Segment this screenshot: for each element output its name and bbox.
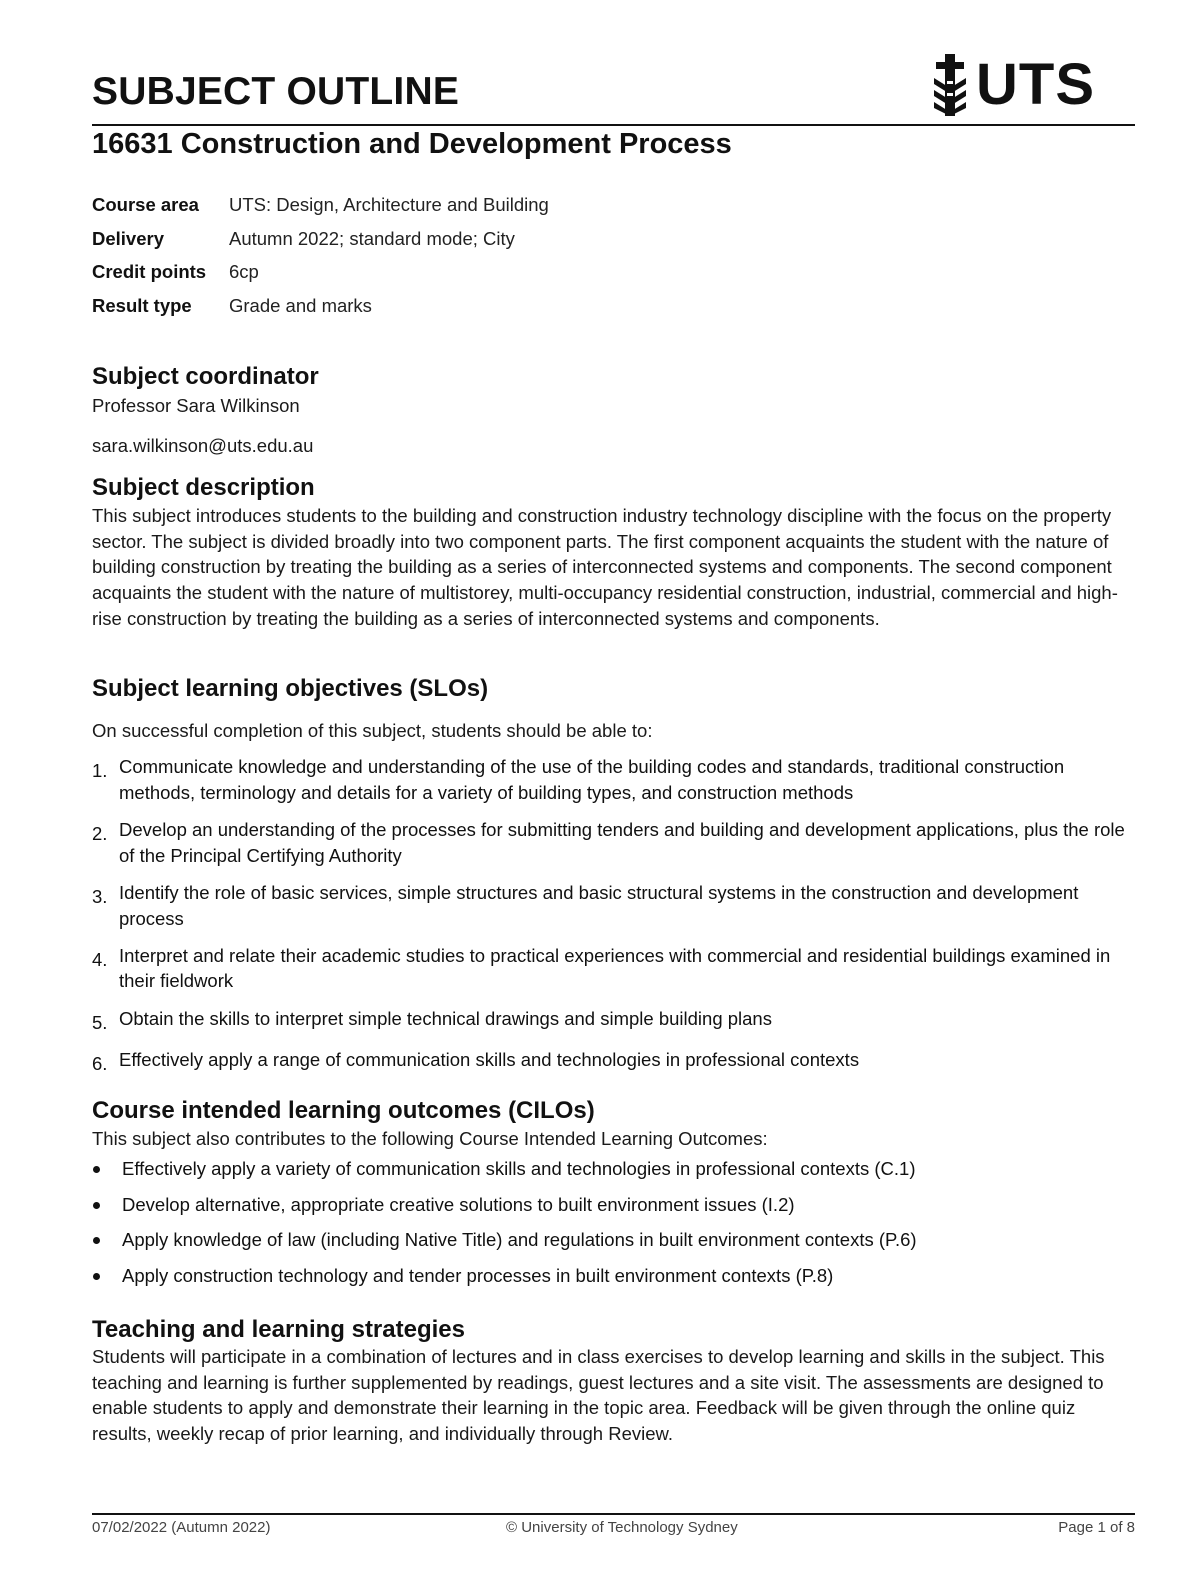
slos-list: [92, 754, 1137, 1088]
uts-crest-icon: [930, 52, 970, 118]
list-item-text: Apply construction technology and tender processes in built environment contexts (P.8): [122, 1264, 834, 1286]
list-item-text: Communicate knowledge and understanding of the use of the building codes and standards, traditional construction methods, terminology and details for a variety of building types, and construction methods: [119, 756, 1065, 803]
meta-label: Credit points: [92, 261, 207, 282]
list-item-text: Obtain the skills to interpret simple technical drawings and simple building plans: [119, 1007, 772, 1029]
list-item: [92, 1192, 1137, 1218]
list-item: [92, 1263, 1137, 1289]
list-item: [92, 754, 1137, 805]
list-item-number: 4.: [92, 948, 108, 970]
list-item: [92, 1006, 1137, 1036]
footer-date: 07/02/2022 (Autumn 2022): [92, 1519, 271, 1536]
list-item: [92, 1047, 1137, 1077]
list-item: [92, 1156, 1137, 1182]
page-header: [92, 52, 1135, 126]
list-item-text: Effectively apply a variety of communication skills and technologies in professional contexts (C.1): [122, 1158, 916, 1179]
slos-intro: On successful completion of this subject, students should be able to:: [92, 720, 653, 741]
coordinator-heading: Subject coordinator: [92, 363, 319, 390]
meta-row-course-area: [92, 194, 549, 228]
uts-logo-text: UTS: [976, 52, 1095, 117]
page-footer: [92, 1519, 1135, 1541]
subject-title: 16631 Construction and Development Process: [92, 128, 732, 160]
header-divider: [92, 124, 1135, 126]
description-heading: Subject description: [92, 474, 315, 501]
teaching-heading: Teaching and learning strategies: [92, 1316, 465, 1343]
footer-divider: [92, 1513, 1135, 1515]
meta-label: Delivery: [92, 227, 164, 249]
bullet-icon: [92, 1192, 122, 1218]
meta-label: Course area: [92, 194, 199, 215]
bullet-icon: [92, 1156, 122, 1182]
bullet-icon: [92, 1227, 122, 1253]
coordinator-name: Professor Sara Wilkinson: [92, 395, 300, 416]
cilos-heading: Course intended learning outcomes (CILOs): [92, 1097, 595, 1124]
meta-row-credit-points: [92, 261, 549, 295]
cilos-intro: This subject also contributes to the following Course Intended Learning Outcomes:: [92, 1128, 768, 1149]
teaching-text: Students will participate in a combination of lectures and in class exercises to develop learning and skills in the subject. This teaching and learning is further supplemented by readings, guest lectures and a site visit. The assessments are designed to enable students to apply and demonstrate their learning in the topic area. Feedback will be given through the online quiz results, weekly recap of prior learning, and individually through Review.: [92, 1346, 1105, 1445]
list-item-number: 1.: [92, 760, 108, 781]
list-item: [92, 943, 1137, 994]
list-item-number: 2.: [92, 822, 108, 844]
list-item-text: Develop an understanding of the processes for submitting tenders and building and development applications, plus the role of the Principal Certifying Authority: [119, 818, 1125, 866]
meta-value: Autumn 2022; standard mode; City: [229, 227, 515, 249]
footer-copyright: © University of Technology Sydney: [506, 1519, 738, 1536]
meta-row-result-type: [92, 295, 549, 329]
meta-value: 6cp: [229, 261, 259, 282]
list-item-text: Effectively apply a range of communication skills and technologies in professional contexts: [119, 1048, 860, 1070]
list-item-text: Apply knowledge of law (including Native Title) and regulations in built environment contexts (P.6): [122, 1229, 917, 1251]
footer-page-number: Page 1 of 8: [1058, 1519, 1135, 1536]
list-item: [92, 817, 1137, 868]
meta-value: UTS: Design, Architecture and Building: [229, 194, 549, 215]
bullet-icon: [92, 1263, 122, 1289]
cilos-list: [92, 1156, 1137, 1298]
meta-row-delivery: [92, 228, 549, 262]
meta-label: Result type: [92, 294, 192, 316]
list-item-text: Develop alternative, appropriate creative solutions to built environment issues (I.2): [122, 1193, 795, 1215]
meta-value: Grade and marks: [229, 294, 372, 316]
list-item-text: Identify the role of basic services, simple structures and basic structural systems in the construction and development process: [119, 881, 1079, 929]
document-title: SUBJECT OUTLINE: [92, 70, 460, 113]
list-item-number: 3.: [92, 885, 108, 907]
list-item-number: 5.: [92, 1011, 108, 1033]
description-text: This subject introduces students to the building and construction industry technology discipline with the focus on the property sector. The subject is divided broadly into two component parts. The first component acquaints the student with the nature of building construction by treating the building as a series of interconnected systems and components. The second component acquaints the student with the nature of multistorey, multi-occupancy residential construction, industrial, commercial and high-rise construction by treating the building as a series of interconnected systems and components.: [92, 505, 1118, 629]
list-item: [92, 1227, 1137, 1253]
uts-logo: [930, 50, 1095, 120]
coordinator-email[interactable]: sara.wilkinson@uts.edu.au: [92, 435, 314, 456]
list-item: [92, 880, 1137, 931]
subject-meta-table: [92, 194, 549, 328]
slos-heading: Subject learning objectives (SLOs): [92, 675, 489, 702]
list-item-number: 6.: [92, 1052, 108, 1074]
list-item-text: Interpret and relate their academic studies to practical experiences with commercial and residential buildings examined in their fieldwork: [119, 944, 1111, 992]
